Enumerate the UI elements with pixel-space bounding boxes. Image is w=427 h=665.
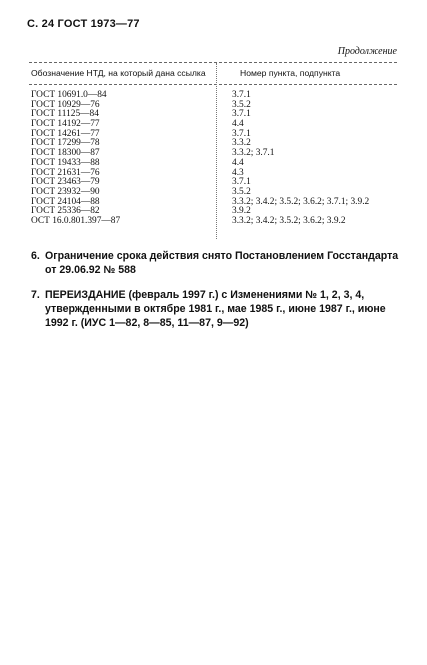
document-cell: ГОСТ 14192—77 — [31, 119, 100, 130]
section-text: Ограничение срока действия снято Постановлением Госстандарта от 29.06.92 № 588 — [45, 250, 399, 276]
table-row — [31, 217, 401, 227]
document-cell: ГОСТ 10929—76 — [31, 99, 100, 110]
document-cell: ОСТ 16.0.801.397—87 — [31, 215, 121, 226]
document-cell: ГОСТ 14261—77 — [31, 128, 100, 139]
section-6 — [31, 249, 403, 277]
clause-cell: 3.5.2 — [232, 186, 251, 197]
clause-cell: 3.3.2; 3.4.2; 3.5.2; 3.6.2; 3.9.2 — [232, 215, 346, 226]
document-cell: ГОСТ 25336—82 — [31, 206, 100, 217]
document-cell: ГОСТ 17299—78 — [31, 138, 100, 149]
clause-cell: 3.3.2; 3.7.1 — [232, 148, 275, 159]
clause-cell: 3.3.2; 3.4.2; 3.5.2; 3.6.2; 3.7.1; 3.9.2 — [232, 196, 370, 207]
clause-cell: 3.7.1 — [232, 109, 251, 120]
reference-table — [31, 91, 401, 227]
section-number: 7. — [31, 289, 40, 301]
table-top-rule — [29, 62, 397, 63]
document-cell: ГОСТ 18300—87 — [31, 148, 100, 159]
clause-cell: 3.7.1 — [232, 90, 251, 100]
clause-cell: 4.4 — [232, 157, 244, 168]
clause-cell: 3.7.1 — [232, 177, 251, 188]
document-cell: ГОСТ 23463—79 — [31, 177, 100, 188]
column-header-clause: Номер пункта, подпункта — [240, 68, 341, 78]
document-cell: ГОСТ 11125—84 — [31, 109, 99, 120]
clause-cell: 3.9.2 — [232, 206, 251, 217]
section-number: 6. — [31, 250, 40, 262]
document-cell: ГОСТ 23932—90 — [31, 186, 100, 197]
clause-cell: 4.3 — [232, 167, 244, 178]
document-cell: ГОСТ 10691.0—84 — [31, 90, 107, 100]
document-cell: ГОСТ 21631—76 — [31, 167, 100, 178]
document-cell: ГОСТ 24104—88 — [31, 196, 100, 207]
section-7 — [31, 288, 403, 330]
section-text: ПЕРЕИЗДАНИЕ (февраль 1997 г.) с Изменениями № 1, 2, 3, 4, утвержденными в октябре 1981 г., мае 1985 г., июне 1987 г., июне 1992 г. (ИУС 1—82, 8—85, 11—87, 9—92) — [45, 289, 386, 329]
document-cell: ГОСТ 19433—88 — [31, 157, 100, 168]
column-header-document: Обозначение НТД, на который дана ссылка — [31, 68, 206, 78]
clause-cell: 3.5.2 — [232, 99, 251, 110]
table-header-rule — [29, 84, 397, 85]
clause-cell: 3.3.2 — [232, 138, 251, 149]
continuation-label: Продолжение — [337, 46, 397, 57]
clause-cell: 3.7.1 — [232, 128, 251, 139]
clause-cell: 4.4 — [232, 119, 244, 130]
page-header: С. 24 ГОСТ 1973—77 — [27, 18, 140, 30]
